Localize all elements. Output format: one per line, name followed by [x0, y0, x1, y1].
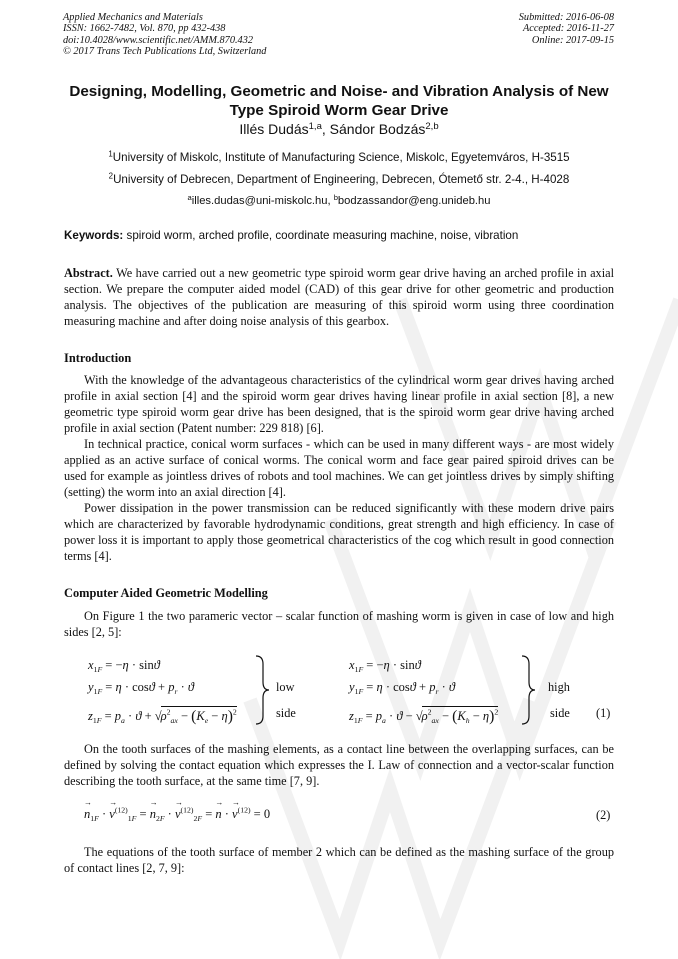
- submitted-date: Submitted: 2016-06-08: [518, 12, 614, 23]
- affiliation-1: [0, 151, 678, 164]
- right-brace-icon: [254, 654, 270, 726]
- submission-dates: [519, 12, 614, 46]
- author-emails: [0, 192, 678, 207]
- intro-paragraph-3: Power dissipation in the power transmission can be reduced significantly with these modern drive pairs which are characterized by favorable hydrodynamic conditions, great strength and high efficiency. In case of power loss it is important to apply those geometrical characteristics of the cog which result in good connection terms [4].: [64, 501, 614, 563]
- affiliation-text: University of Miskolc, Institute of Manufacturing Science, Miskolc, Egyetemváros, H-3515: [112, 151, 570, 164]
- email-link[interactable]: illes.dudas@uni-miskolc.hu,: [191, 195, 331, 207]
- affiliation-mark: 2: [108, 171, 114, 181]
- equation-high-z: $z_{1F} = p_a \cdot ϑ - √\rho^2_{ax} - (K_h - \eta)^2$: [349, 707, 499, 725]
- side-label-low-side: side: [276, 706, 296, 720]
- keywords: [64, 229, 616, 242]
- equation-number-2: (2): [596, 808, 611, 822]
- author-name: Sándor Bodzás: [329, 121, 426, 137]
- side-label-low: low: [276, 680, 295, 694]
- affiliation-text: University of Debrecen, Department of Engineering, Debrecen, Ótemető str. 2-4., H-4028: [113, 173, 570, 186]
- online-date: Online: 2017-09-15: [531, 34, 614, 46]
- email-mark: b: [333, 192, 338, 202]
- keywords-text: spiroid worm, arched profile, coordinate measuring machine, noise, vibration: [126, 229, 519, 242]
- journal-name: Applied Mechanics and Materials: [63, 12, 203, 23]
- journal-info: [63, 12, 266, 57]
- intro-paragraph-1: With the knowledge of the advantageous characteristics of the cylindrical worm gear drives having arched profile in axial section [4] and the spiroid worm gear drives having linear profile in axial section [8], a new geometric type spiroid worm gear drive has been designed, that is the spiroid worm gear drive having arched profile in axial section (Patent number: 229 818) [6].: [64, 373, 614, 435]
- equation-high-y: $y_{1F} = \eta \cdot \cos ϑ + p_r \cdot ϑ$: [349, 680, 456, 697]
- author-name: Illés Dudás: [239, 121, 309, 137]
- author-affiliation-mark: 2,b: [425, 120, 439, 132]
- email-link[interactable]: bodzassandor@eng.unideb.hu: [337, 195, 491, 207]
- equation-number-1: (1): [596, 706, 611, 720]
- abstract-label: Abstract.: [64, 266, 113, 280]
- side-label-high: high: [548, 680, 570, 694]
- journal-copyright: © 2017 Trans Tech Publications Ltd, Switzerland: [63, 45, 267, 57]
- modelling-paragraph-3: The equations of the tooth surface of member 2 which can be defined as the mashing surface of the group of contact lines [2, 7, 9]:: [64, 845, 614, 875]
- affiliation-2: [0, 173, 678, 186]
- journal-doi[interactable]: doi:10.4028/www.scientific.net/AMM.870.432: [63, 34, 253, 46]
- modelling-paragraph-2: On the tooth surfaces of the mashing elements, as a contact line between the overlapping surfaces, can be defined by solving the contact equation which expresses the I. Law of connection and a vector-scalar function describing the tooth surface, at the same time [7, 9].: [64, 742, 614, 788]
- abstract-text: We have carried out a new geometric type spiroid worm gear drive having an arched profile in axial section. We prepare the computer aided model (CAD) of this gear drive for other geometric and production analysis. The objectives of the publication are measuring of this spiroid worm using three coordination measuring machine and after doing noise analysis of this gearbox.: [64, 266, 614, 328]
- affiliation-mark: 1: [108, 149, 113, 159]
- keywords-label: Keywords:: [64, 229, 124, 242]
- equation-2: → $n_{1F}$ · → $v^{(12)}_{1F}$ = → $n_{2F}$ · → $v^{(12)}_{2F}$ = → n · → $v^{(12)} = 0$: [84, 807, 270, 822]
- intro-paragraph-2: In technical practice, conical worm surfaces - which can be used in many different ways - are most widely applied as an active surface of conical worms. The conical worm and face gear paired spiroid drives can be used for example as jointless drives of robots and tool machines. We can get jointless drives by simply shifting (setting) the worm into an axial direction [4].: [64, 437, 614, 499]
- section-heading-modelling: Computer Aided Geometric Modelling: [64, 586, 268, 600]
- right-brace-icon: [520, 654, 536, 726]
- modelling-paragraph-1: On Figure 1 the two parameric vector – scalar function of mashing worm is given in case of low and high sides [2, 5]:: [64, 609, 614, 639]
- section-heading-introduction: Introduction: [64, 351, 132, 365]
- author-affiliation-mark: 1,a: [308, 120, 322, 132]
- side-label-high-side: side: [550, 706, 570, 720]
- email-mark: a: [187, 192, 192, 202]
- abstract: [64, 266, 614, 330]
- equation-low-y: $y_{1F} = \eta \cdot \cos ϑ + p_r \cdot ϑ$: [88, 680, 195, 697]
- journal-issn: ISSN: 1662-7482, Vol. 870, pp 432-438: [63, 23, 226, 35]
- equation-low-z: $z_{1F} = p_a \cdot ϑ + √\rho^2_{ax} - (K_e - \eta)^2$: [88, 707, 237, 725]
- accepted-date: Accepted: 2016-11-27: [522, 23, 614, 35]
- equation-low-x: $x_{1F} = -\eta \cdot \sin ϑ$: [88, 658, 160, 675]
- paper-title: Designing, Modelling, Geometric and Noise- and Vibration Analysis of New Type Spiroid Worm Gear Drive: [69, 83, 609, 119]
- author-list: Illés Dudás$^{1,a}$, Sándor Bodzás$^{2,b}$: [239, 120, 439, 137]
- equation-high-x: $x_{1F} = -\eta \cdot \sin ϑ$: [349, 658, 421, 675]
